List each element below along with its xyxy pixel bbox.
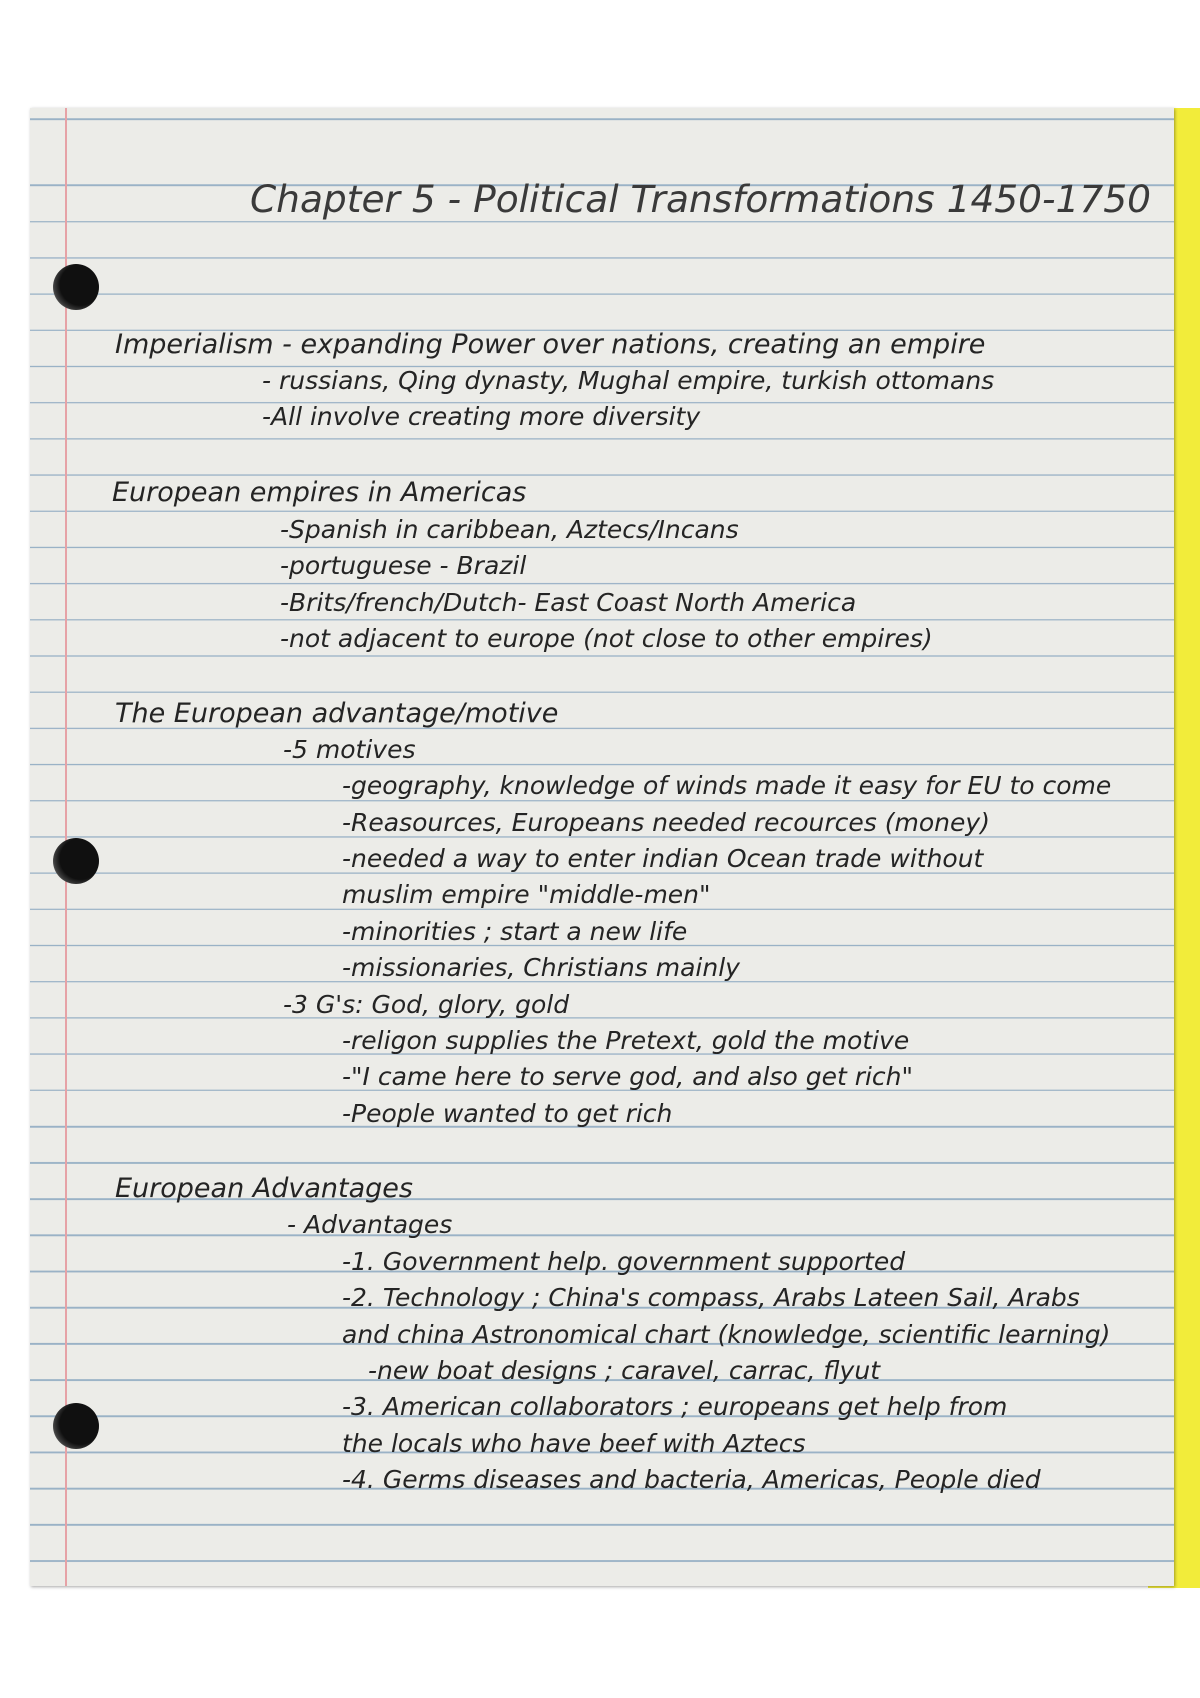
note-line: -not adjacent to europe (not close to other empires) — [280, 624, 933, 653]
note-line: -Spanish in caribbean, Aztecs/Incans — [280, 515, 739, 544]
note-line: - russians, Qing dynasty, Mughal empire, turkish ottomans — [262, 366, 995, 395]
section-heading-european-advantages: European Advantages — [115, 1173, 413, 1204]
note-line: muslim empire "middle-men" — [342, 880, 711, 909]
note-line: -1. Government help. government supported — [342, 1247, 906, 1276]
binder-hole-middle — [53, 838, 99, 884]
note-line: -People wanted to get rich — [342, 1099, 673, 1128]
note-line: -3 G's: God, glory, gold — [283, 990, 570, 1019]
note-line: the locals who have beef with Aztecs — [342, 1429, 806, 1458]
note-line: -5 motives — [283, 735, 416, 764]
section-heading-european-empires: European empires in Americas — [112, 477, 527, 508]
note-line: - Advantages — [287, 1210, 453, 1239]
note-line: -new boat designs ; caravel, carrac, flyut — [368, 1356, 880, 1385]
note-line: -"I came here to serve god, and also get rich" — [342, 1062, 914, 1091]
note-line: -missionaries, Christians mainly — [342, 953, 740, 982]
note-line: -Reasources, Europeans needed recources (money) — [342, 808, 990, 837]
note-line: -2. Technology ; China's compass, Arabs Lateen Sail, Arabs — [342, 1283, 1080, 1312]
note-line: -portuguese - Brazil — [280, 551, 527, 580]
note-line: and china Astronomical chart (knowledge, scientific learning) — [342, 1320, 1111, 1349]
note-line: -All involve creating more diversity — [262, 402, 701, 431]
page-title: Chapter 5 - Political Transformations 1450-1750 — [250, 177, 1151, 221]
note-line: -geography, knowledge of winds made it easy for EU to come — [342, 771, 1112, 800]
note-line: -religon supplies the Pretext, gold the motive — [342, 1026, 910, 1055]
section-heading-advantage-motive: The European advantage/motive — [115, 698, 559, 729]
note-line: -needed a way to enter indian Ocean trade without — [342, 844, 984, 873]
note-line: -4. Germs diseases and bacteria, Americas, People died — [342, 1465, 1041, 1494]
note-line: -Brits/french/Dutch- East Coast North America — [280, 588, 857, 617]
note-line: -minorities ; start a new life — [342, 917, 688, 946]
section-heading-imperialism: Imperialism - expanding Power over nations, creating an empire — [115, 329, 986, 360]
binder-hole-top — [53, 264, 99, 310]
binder-hole-bottom — [53, 1403, 99, 1449]
note-line: -3. American collaborators ; europeans get help from — [342, 1392, 1008, 1421]
